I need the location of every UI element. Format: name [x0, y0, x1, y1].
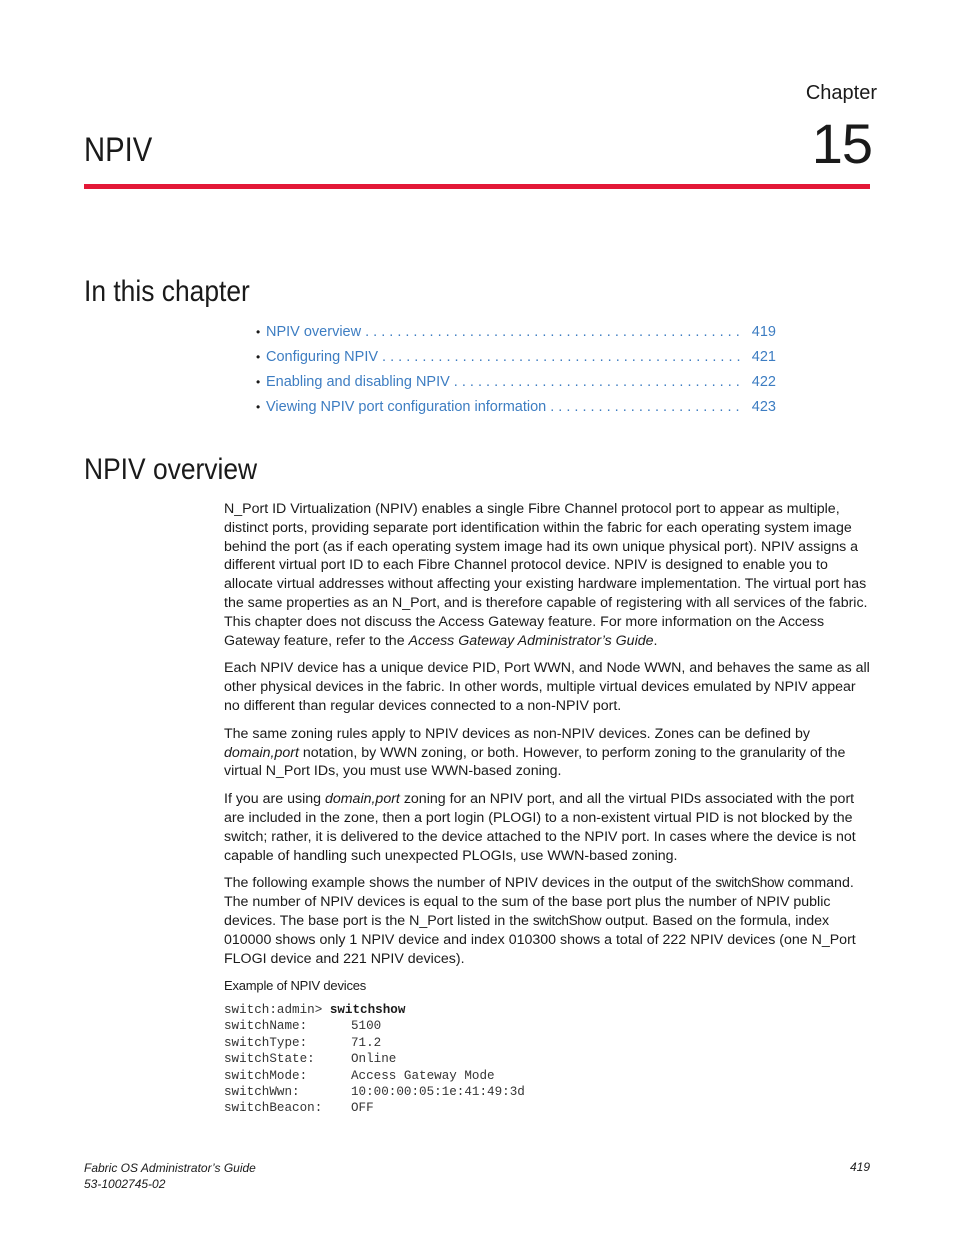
text-run: command. The number of NPIV devices is equal to the sum of the base port plus the number of NPIV public devices. The base port is the N_Port listed in the	[224, 875, 854, 929]
code-line	[224, 1068, 525, 1084]
code-key: switchState:	[224, 1052, 315, 1067]
toc-leader	[454, 370, 740, 395]
in-this-chapter-heading: In this chapter	[84, 275, 250, 308]
chapter-number: 15	[811, 112, 872, 175]
command-name: switchShow	[532, 912, 602, 928]
toc-item[interactable]	[256, 370, 776, 395]
code-key: switchWwn:	[224, 1085, 300, 1100]
code-line	[224, 1051, 525, 1067]
toc-link-viewing-npiv-port-config[interactable]: Viewing NPIV port configuration information	[266, 399, 547, 415]
guide-reference: Access Gateway Administrator’s Guide	[408, 632, 654, 649]
footer-guide-title: Fabric OS Administrator’s Guide	[84, 1161, 256, 1175]
emphasis: domain,port	[324, 791, 400, 808]
toc-leader	[382, 345, 740, 370]
code-value: Access Gateway Mode	[351, 1068, 495, 1083]
chapter-title: NPIV	[84, 131, 153, 169]
code-key: switchName:	[224, 1019, 308, 1034]
toc-item[interactable]	[256, 320, 776, 345]
toc-page-number[interactable]: 419	[751, 324, 776, 340]
paragraph	[224, 874, 870, 968]
code-command: switchshow	[329, 1003, 406, 1017]
toc-link-enabling-disabling-npiv[interactable]: Enabling and disabling NPIV	[266, 374, 450, 390]
toc-page-number[interactable]: 423	[751, 399, 776, 415]
paragraph: Each NPIV device has a unique device PID, Port WWN, and Node WWN, and behaves the same as all other physical devices in the fabric. In other words, multiple virtual devices emulated by NPIV appear no different than regular devices connected to a non-NPIV port.	[224, 660, 870, 714]
toc-bullet: •	[256, 350, 261, 364]
chapter-rule	[84, 184, 870, 189]
code-value: OFF	[351, 1101, 374, 1116]
code-line	[224, 1035, 525, 1051]
chapter-label: Chapter	[805, 82, 877, 104]
chapter-toc	[256, 320, 776, 420]
command-name: switchShow	[715, 875, 784, 891]
toc-bullet: •	[256, 400, 261, 414]
code-line	[224, 1018, 525, 1034]
code-value: 10:00:00:05:1e:41:49:3d	[351, 1085, 525, 1100]
text-run: The same zoning rules apply to NPIV devices as non-NPIV devices. Zones can be defined by	[224, 725, 810, 742]
toc-page-number[interactable]: 422	[751, 374, 776, 390]
npiv-overview-heading: NPIV overview	[84, 453, 258, 486]
footer-page-number: 419	[849, 1160, 870, 1174]
code-line	[224, 1084, 525, 1100]
code-prompt: switch:admin>	[224, 1003, 330, 1017]
code-value: 5100	[351, 1019, 382, 1034]
toc-item[interactable]	[256, 345, 776, 370]
overview-body	[224, 500, 870, 977]
example-caption: Example of NPIV devices	[224, 978, 367, 993]
toc-leader	[550, 395, 740, 420]
toc-leader	[365, 320, 740, 345]
toc-link-npiv-overview[interactable]: NPIV overview	[266, 324, 362, 340]
toc-link-configuring-npiv[interactable]: Configuring NPIV	[266, 349, 379, 365]
code-line	[224, 1002, 525, 1018]
paragraph	[224, 725, 870, 781]
toc-bullet: •	[256, 325, 261, 339]
text-run: .	[653, 632, 658, 649]
text-run: The following example shows the number of NPIV devices in the output of the	[224, 875, 716, 892]
emphasis: domain,port	[224, 744, 299, 761]
code-value: Online	[351, 1052, 397, 1067]
code-key: switchMode:	[224, 1068, 308, 1083]
text-run: zoning for an NPIV port, and all the virtual PIDs associated with the port are included in the zone, then a port login (PLOGI) to a non-existent virtual PID is not blocked by the switch; rather, it is delivered to the device attached to the NPIV port. In cases where the device is not capable of handling such unexpected PLOGIs, use WWN-based zoning.	[224, 791, 856, 864]
code-key: switchBeacon:	[224, 1101, 323, 1116]
footer-left	[84, 1160, 256, 1192]
text-run: notation, by WWN zoning, or both. However, to perform zoning to the granularity of the virtual N_Port IDs, you must use WWN-based zoning.	[224, 744, 846, 780]
code-line	[224, 1100, 525, 1116]
toc-bullet: •	[256, 375, 261, 389]
text-run: N_Port ID Virtualization (NPIV) enables a single Fibre Channel protocol port to appear as multiple, distinct ports, providing separate port identification within the fabric for each operating system image behind the port (as if each operating system image had its own unique physical port). NPIV assigns a different virtual port ID to each Fibre Channel protocol device. NPIV is designed to enable you to allocate virtual addresses without affecting your existing hardware implementation. The virtual port has the same properties as an N_Port, and is therefore capable of registering with all services of the fabric. This chapter does not discuss the Access Gateway feature. For more information on the Access Gateway feature, refer to the	[224, 501, 868, 649]
paragraph	[224, 790, 870, 865]
footer-doc-number: 53-1002745-02	[84, 1177, 166, 1191]
code-value: 71.2	[351, 1035, 382, 1050]
code-key: switchType:	[224, 1035, 308, 1050]
toc-item[interactable]	[256, 395, 776, 420]
text-run: output. Based on the formula, index 010000 shows only 1 NPIV device and index 010300 shows a total of 222 NPIV devices (one N_Port FLOGI device and 221 NPIV devices).	[224, 912, 856, 967]
toc-page-number[interactable]: 421	[751, 349, 776, 365]
paragraph	[224, 500, 870, 650]
code-block	[224, 1002, 525, 1117]
text-run: If you are using	[224, 791, 325, 808]
